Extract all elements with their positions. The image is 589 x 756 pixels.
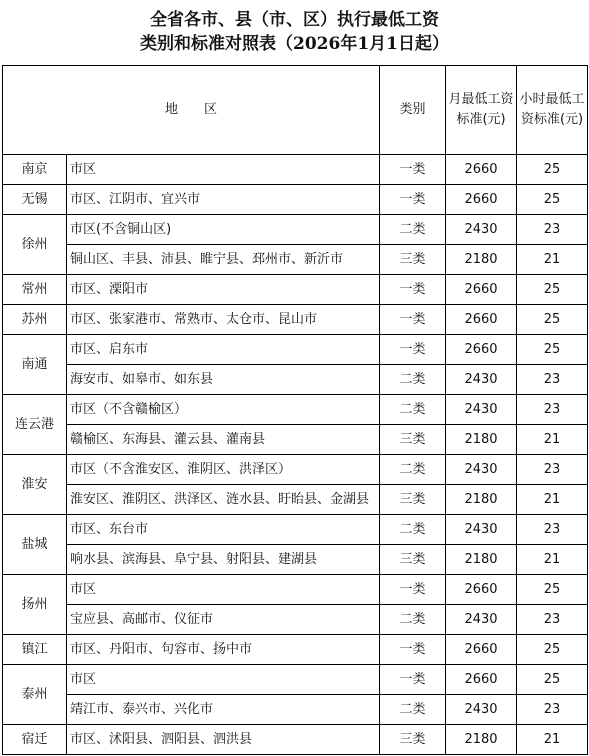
header-category: 类别	[380, 66, 446, 155]
city-cell: 南通	[3, 335, 67, 395]
table-row	[3, 665, 588, 695]
wage-table	[2, 65, 588, 755]
table-row	[3, 545, 588, 575]
city-cell: 常州	[3, 275, 67, 305]
region-cell: 市区、张家港市、常熟市、太仓市、昆山市	[67, 305, 380, 335]
header-region: 地 区	[3, 66, 380, 155]
document-title	[0, 0, 589, 58]
monthly-cell: 2180	[446, 545, 517, 575]
table-row	[3, 635, 588, 665]
monthly-cell: 2180	[446, 425, 517, 455]
monthly-cell: 2660	[446, 335, 517, 365]
table-row	[3, 275, 588, 305]
table-row	[3, 455, 588, 485]
title-line-1: 全省各市、县（市、区）执行最低工资	[150, 10, 439, 30]
monthly-cell: 2430	[446, 695, 517, 725]
category-cell: 一类	[380, 635, 446, 665]
hourly-cell: 25	[517, 635, 588, 665]
category-cell: 一类	[380, 275, 446, 305]
header-monthly: 月最低工资标准(元)	[446, 66, 517, 155]
monthly-cell: 2660	[446, 275, 517, 305]
monthly-cell: 2430	[446, 515, 517, 545]
city-cell: 南京	[3, 155, 67, 185]
region-cell: 海安市、如皋市、如东县	[67, 365, 380, 395]
hourly-cell: 23	[517, 395, 588, 425]
region-cell: 市区（不含淮安区、淮阴区、洪泽区）	[67, 455, 380, 485]
category-cell: 二类	[380, 215, 446, 245]
region-cell: 市区、溧阳市	[67, 275, 380, 305]
table-header-row	[3, 66, 588, 155]
hourly-cell: 23	[517, 455, 588, 485]
category-cell: 一类	[380, 185, 446, 215]
region-cell: 市区、沭阳县、泗阳县、泗洪县	[67, 725, 380, 755]
category-cell: 三类	[380, 245, 446, 275]
monthly-cell: 2180	[446, 725, 517, 755]
table-row	[3, 605, 588, 635]
city-cell: 镇江	[3, 635, 67, 665]
city-cell: 宿迁	[3, 725, 67, 755]
region-cell: 市区、丹阳市、句容市、扬中市	[67, 635, 380, 665]
monthly-cell: 2660	[446, 155, 517, 185]
table-row	[3, 245, 588, 275]
category-cell: 三类	[380, 545, 446, 575]
category-cell: 一类	[380, 155, 446, 185]
hourly-cell: 25	[517, 665, 588, 695]
monthly-cell: 2660	[446, 185, 517, 215]
region-cell: 市区（不含赣榆区）	[67, 395, 380, 425]
hourly-cell: 25	[517, 155, 588, 185]
monthly-cell: 2430	[446, 365, 517, 395]
monthly-cell: 2180	[446, 485, 517, 515]
table-row	[3, 425, 588, 455]
table-row	[3, 305, 588, 335]
category-cell: 三类	[380, 725, 446, 755]
table-row	[3, 695, 588, 725]
region-cell: 响水县、滨海县、阜宁县、射阳县、建湖县	[67, 545, 380, 575]
region-cell: 市区	[67, 575, 380, 605]
hourly-cell: 25	[517, 305, 588, 335]
table-body	[3, 155, 588, 755]
monthly-cell: 2660	[446, 575, 517, 605]
monthly-cell: 2430	[446, 605, 517, 635]
hourly-cell: 23	[517, 515, 588, 545]
table-row	[3, 395, 588, 425]
category-cell: 一类	[380, 665, 446, 695]
region-cell: 市区、东台市	[67, 515, 380, 545]
region-cell: 市区	[67, 155, 380, 185]
monthly-cell: 2180	[446, 245, 517, 275]
region-cell: 淮安区、淮阴区、洪泽区、涟水县、盱眙县、金湖县	[67, 485, 380, 515]
hourly-cell: 21	[517, 485, 588, 515]
hourly-cell: 23	[517, 215, 588, 245]
category-cell: 一类	[380, 305, 446, 335]
hourly-cell: 21	[517, 725, 588, 755]
table-row	[3, 515, 588, 545]
title-line-2: 类别和标准对照表（2026年1月1日起）	[140, 34, 449, 54]
monthly-cell: 2660	[446, 305, 517, 335]
table-row	[3, 365, 588, 395]
city-cell: 连云港	[3, 395, 67, 455]
city-cell: 盐城	[3, 515, 67, 575]
region-cell: 宝应县、高邮市、仪征市	[67, 605, 380, 635]
region-cell: 市区、江阴市、宜兴市	[67, 185, 380, 215]
monthly-cell: 2660	[446, 635, 517, 665]
region-cell: 市区、启东市	[67, 335, 380, 365]
category-cell: 二类	[380, 455, 446, 485]
table-row	[3, 215, 588, 245]
hourly-cell: 23	[517, 605, 588, 635]
hourly-cell: 25	[517, 575, 588, 605]
hourly-cell: 25	[517, 185, 588, 215]
monthly-cell: 2430	[446, 215, 517, 245]
hourly-cell: 21	[517, 545, 588, 575]
table-row	[3, 575, 588, 605]
table-row	[3, 185, 588, 215]
region-cell: 赣榆区、东海县、灌云县、灌南县	[67, 425, 380, 455]
hourly-cell: 23	[517, 365, 588, 395]
region-cell: 靖江市、泰兴市、兴化市	[67, 695, 380, 725]
category-cell: 一类	[380, 575, 446, 605]
category-cell: 二类	[380, 395, 446, 425]
monthly-cell: 2660	[446, 665, 517, 695]
category-cell: 一类	[380, 335, 446, 365]
city-cell: 苏州	[3, 305, 67, 335]
hourly-cell: 21	[517, 245, 588, 275]
city-cell: 淮安	[3, 455, 67, 515]
table-row	[3, 725, 588, 755]
region-cell: 市区	[67, 665, 380, 695]
category-cell: 三类	[380, 485, 446, 515]
category-cell: 二类	[380, 695, 446, 725]
hourly-cell: 23	[517, 695, 588, 725]
table-row	[3, 485, 588, 515]
header-hourly: 小时最低工资标准(元)	[517, 66, 588, 155]
city-cell: 徐州	[3, 215, 67, 275]
category-cell: 二类	[380, 365, 446, 395]
city-cell: 无锡	[3, 185, 67, 215]
hourly-cell: 21	[517, 425, 588, 455]
city-cell: 泰州	[3, 665, 67, 725]
category-cell: 二类	[380, 605, 446, 635]
city-cell: 扬州	[3, 575, 67, 635]
table-row	[3, 335, 588, 365]
monthly-cell: 2430	[446, 395, 517, 425]
table-row	[3, 155, 588, 185]
category-cell: 三类	[380, 425, 446, 455]
hourly-cell: 25	[517, 275, 588, 305]
region-cell: 市区(不含铜山区)	[67, 215, 380, 245]
category-cell: 二类	[380, 515, 446, 545]
hourly-cell: 25	[517, 335, 588, 365]
region-cell: 铜山区、丰县、沛县、睢宁县、邳州市、新沂市	[67, 245, 380, 275]
monthly-cell: 2430	[446, 455, 517, 485]
